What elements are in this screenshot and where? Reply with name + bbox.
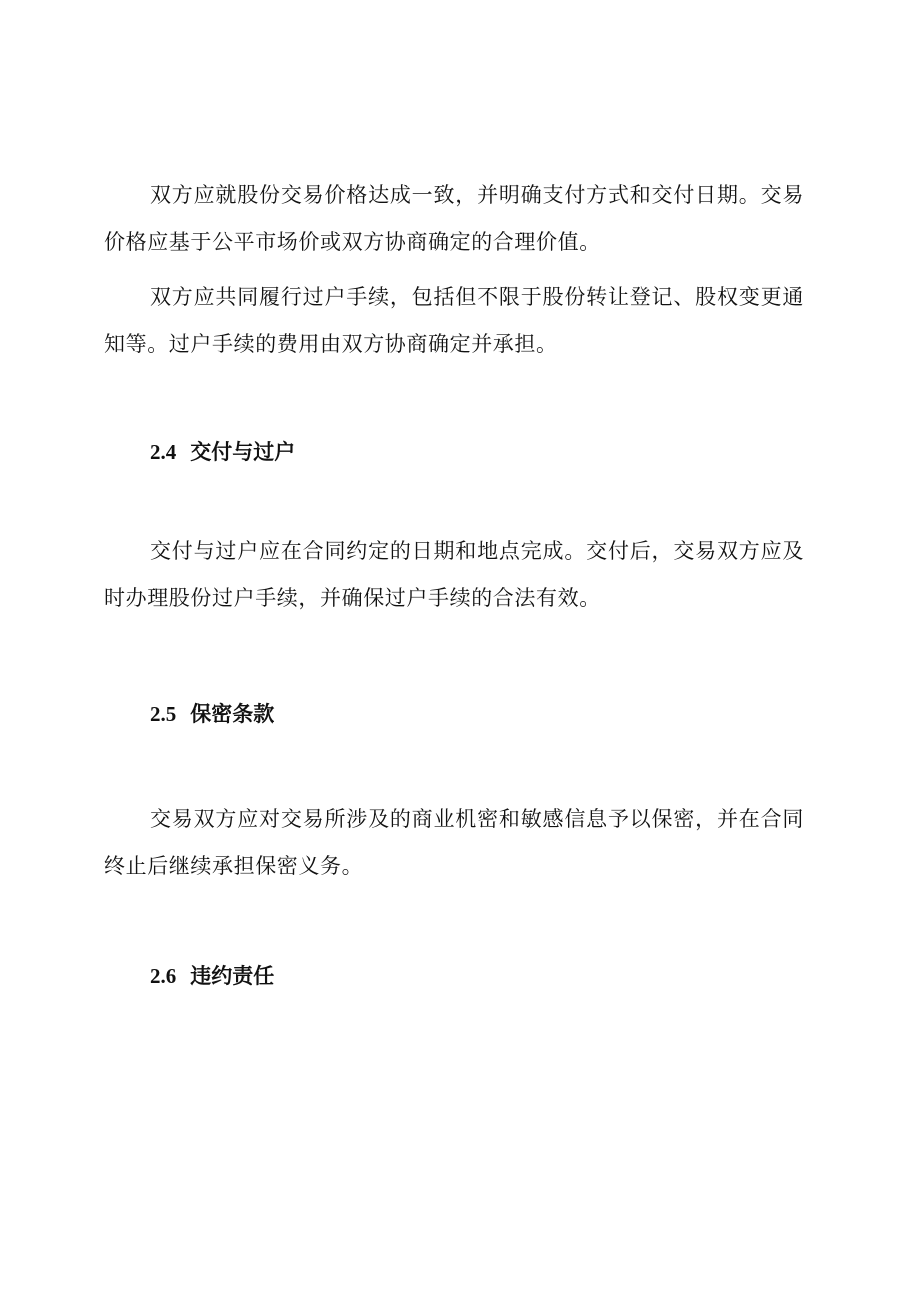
- section-title: 保密条款: [190, 702, 275, 726]
- paragraph-confidentiality: 交易双方应对交易所涉及的商业机密和敏感信息予以保密，并在合同终止后继续承担保密义务。: [104, 807, 804, 878]
- section-heading-2-6: [150, 961, 274, 991]
- section-heading-2-5: [150, 699, 274, 729]
- section-number: 2.6: [150, 964, 177, 988]
- section-title: 违约责任: [190, 964, 275, 988]
- section-number: 2.5: [150, 702, 177, 726]
- section-title: 交付与过户: [190, 440, 296, 464]
- paragraph-price: 双方应就股份交易价格达成一致，并明确支付方式和交付日期。交易价格应基于公平市场价或双方协商确定的合理价值。: [104, 183, 804, 254]
- paragraph-transfer-procedures: 双方应共同履行过户手续，包括但不限于股份转让登记、股权变更通知等。过户手续的费用由双方协商确定并承担。: [104, 285, 804, 356]
- paragraph-delivery: 交付与过户应在合同约定的日期和地点完成。交付后，交易双方应及时办理股份过户手续，并确保过户手续的合法有效。: [104, 539, 804, 610]
- section-number: 2.4: [150, 440, 177, 464]
- section-heading-2-4: [150, 437, 295, 467]
